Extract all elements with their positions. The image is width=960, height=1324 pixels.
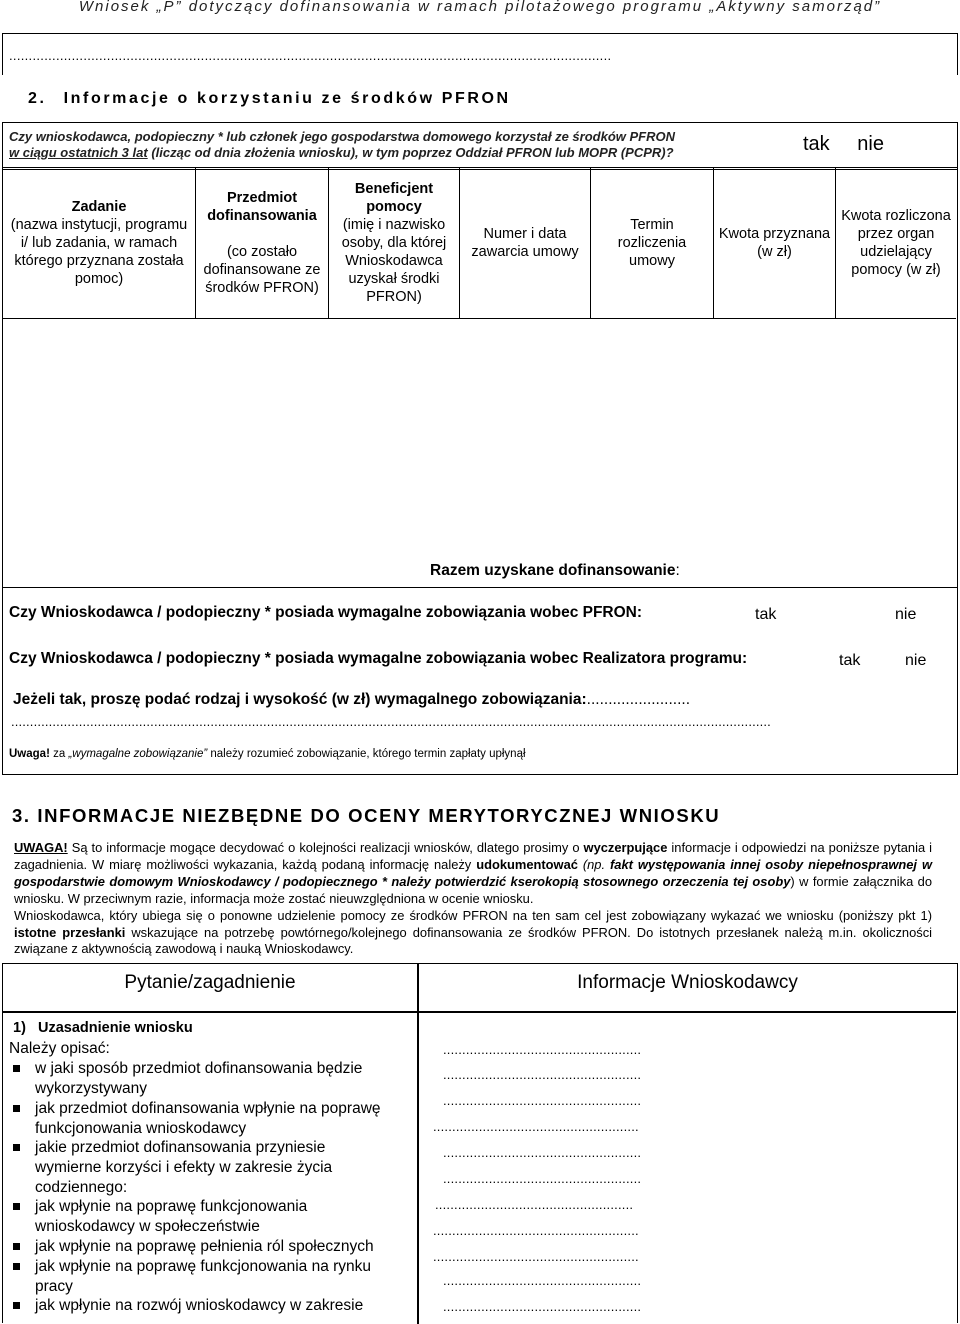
q1-bullet: jak wpłynie na poprawę pełnienia ról społecznych (13, 1237, 395, 1257)
q1-bullet: w jaki sposób przedmiot dofinansowania będzie wykorzystywany (13, 1059, 395, 1099)
pfron-answer (803, 133, 884, 156)
q1-bullet: jakie przedmiot dofinansowania przyniesie wymierne korzyści i efekty w zakresie życia codziennego: (13, 1138, 395, 1198)
pfron-question-underlined: w ciągu ostatnich 3 lat (9, 145, 148, 160)
pfron-question (9, 129, 789, 161)
funding-table (2, 167, 958, 588)
answer-dots-line[interactable]: .................................................... (443, 1067, 642, 1082)
q1-bullet: jak przedmiot dofinansowania wpłynie na poprawę funkcjonowania wnioskodawcy (13, 1099, 395, 1139)
answer-dots-line[interactable]: .................................................... (443, 1299, 642, 1314)
col-question-header: Pytanie/zagadnienie (124, 972, 296, 993)
header-kwota-przyznana: Kwota przyznana (w zł) (714, 168, 836, 318)
q1-bullet: jak wpłynie na rozwój wnioskodawcy w zakresie (13, 1296, 395, 1316)
pfron-no-label: nie (857, 133, 884, 155)
section2-title-text: Informacje o korzystaniu ze środków PFRON (63, 90, 511, 107)
answer-dots-line[interactable]: .................................................... (443, 1093, 642, 1108)
obligations-pfron: Czy Wnioskodawca / podopieczny * posiada wymagalne zobowiązania wobec PFRON: (9, 604, 643, 621)
section3-title: 3. INFORMACJE NIEZBĘDNE DO OCENY MERYTORYCZNEJ WNIOSKU (12, 805, 721, 826)
obligations-realizator-answer: tak nie (839, 652, 927, 669)
pfron-yes-label: tak (803, 133, 830, 155)
section3-table (2, 963, 958, 1323)
header-przedmiot: Przedmiot dofinansowania (co zostało dofinansowane ze środków PFRON) (196, 168, 329, 318)
funding-table-body[interactable] (3, 319, 956, 552)
answer-dots-line[interactable]: ...................................................... (433, 1119, 639, 1134)
answer-dots-line[interactable]: .................................................... (443, 1273, 642, 1288)
section2-title (28, 90, 511, 108)
page-header: Wniosek „P” dotyczący dofinansowania w ramach pilotażowego programu „Aktywny samorząd” (78, 0, 882, 15)
answer-dots-line[interactable]: .................................................... (443, 1171, 642, 1186)
uwaga-note: Uwaga! za „wymagalne zobowiązanie” należy rozumieć zobowiązanie, którego termin zapłaty upłynął (9, 748, 526, 760)
obligations-pfron-answer: tak nie (755, 606, 917, 623)
section3-intro: UWAGA! Są to informacje mogące decydować o kolejności realizacji wniosków, dlatego prosimy o wyczerpujące informacje i odpowiedzi na poniższe pytania i zagadnienia. W miarę możliwości wykazania, każdą podaną informację należy udokumentować (np. fakt występowania innej osoby niepełnosprawnej w gospodarstwie domowym Wnioskodawcy / podopiecznego * należy potwierdzić kserokopią stosownego orzeczenia tej osoby) w formie załącznika do wniosku. W przeciwnym razie, informacja może zostać nieuwzględniona w ocenie wniosku. Wnioskodawca, który ubiega się o ponowne udzielenie pomocy ze środków PFRON na ten sam cel jest zobowiązany wykazać we wniosku (poniższy pkt 1) istotne przesłanki wskazujące na potrzebę powtórnego/kolejnego dofinansowania ze środków PFRON. Do istotnych przesłanek należą m.in. okoliczności związane z aktywnością zawodową i nauką Wnioskodawcy. (14, 840, 932, 957)
obligations-dots-line[interactable]: .......................................................................................................................................................................................................... (11, 714, 771, 729)
obligations-realizator: Czy Wnioskodawca / podopieczny * posiada wymagalne zobowiązania wobec Realizatora programu: (9, 650, 748, 667)
section3-col-divider (417, 964, 419, 1324)
pfron-question-rest: (licząc od dnia złożenia wniosku), w tym poprzez Oddział PFRON lub MOPR (PCPR)? (151, 145, 674, 160)
answer-dots-line[interactable]: .................................................... (443, 1042, 642, 1057)
q1-subtitle: Należy opisać: (9, 1040, 110, 1057)
pfron-question-box (2, 122, 958, 170)
funding-table-header (3, 168, 956, 319)
header-kwota-rozliczona: Kwota rozliczona przez organ udzielający pomocy (w zł) (841, 208, 951, 278)
answer-dots-line[interactable]: ...................................................... (433, 1223, 639, 1238)
top-frame (2, 33, 958, 75)
pfron-question-line1: Czy wnioskodawca, podopieczny * lub członek jego gospodarstwa domowego korzystał ze środków PFRON (9, 129, 676, 144)
funding-total-row (3, 552, 956, 587)
q1-bullet: jak wpłynie na poprawę funkcjonowania wnioskodawcy w społeczeństwie (13, 1197, 395, 1237)
top-dots: .......................................................................................................................................................... (9, 48, 612, 63)
q1-title: 1) Uzasadnienie wniosku (13, 1020, 193, 1036)
q1-bullet: jak wpłynie na poprawę funkcjonowania na rynku pracy (13, 1257, 395, 1297)
col-info-header: Informacje Wnioskodawcy (577, 972, 798, 993)
obligations-if-yes: Jeżeli tak, proszę podać rodzaj i wysokość (w zł) wymagalnego zobowiązania:........................ (13, 691, 691, 708)
answer-dots-line[interactable]: ...................................................... (433, 1249, 639, 1264)
obligations-if-yes-dots[interactable]: ........................ (586, 691, 691, 708)
answer-dots-line[interactable]: .................................................... (435, 1197, 634, 1212)
header-beneficjent: Beneficjent pomocy (imię i nazwisko osoby, dla której Wnioskodawca uzyskał środki PFRON) (329, 168, 460, 318)
header-termin: Termin rozliczenia umowy (591, 168, 714, 318)
funding-total-label: Razem uzyskane dofinansowanie: (430, 562, 680, 579)
section2-number: 2. (28, 90, 47, 107)
header-numer-umowy: Numer i data zawarcia umowy (460, 168, 591, 318)
header-zadanie: Zadanie (nazwa instytucji, programu i/ lub zadania, w ramach którego przyznana została pomoc) (3, 168, 196, 318)
section3-header-divider (3, 1011, 956, 1013)
obligations-box (2, 586, 958, 775)
answer-dots-line[interactable]: .................................................... (443, 1145, 642, 1160)
